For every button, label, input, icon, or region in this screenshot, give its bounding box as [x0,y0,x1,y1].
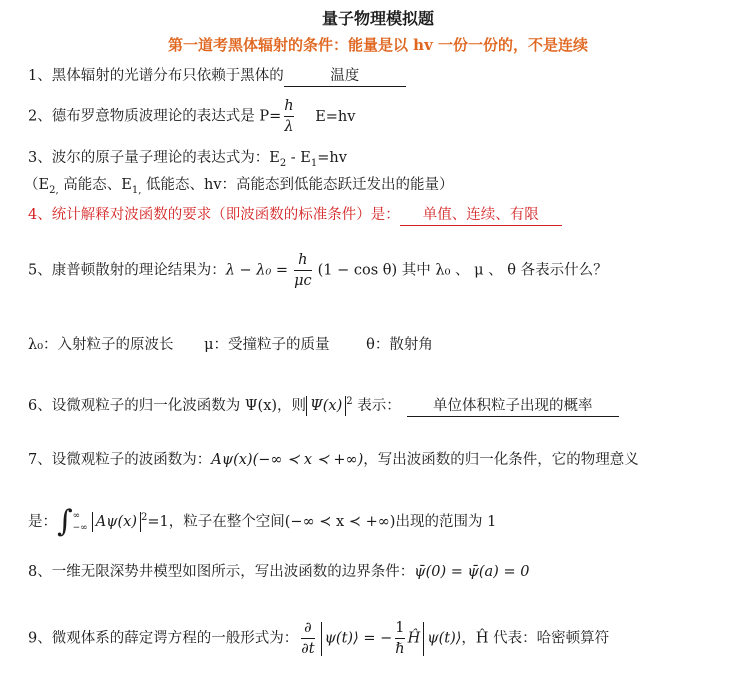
question-6 [28,392,748,417]
answer-lambda: λ₀：入射粒子的原波长 [28,337,174,353]
question-2-fraction [284,96,293,137]
question-2 [28,96,748,137]
note-sub-2: 2, [49,184,59,196]
answer-theta: θ：散射角 [366,337,433,353]
ket-2: ψ(t)⟩ [427,630,462,647]
sub-2: 2 [279,157,287,169]
question-6-answer: 单位体积粒子出现的概率 [407,396,619,417]
answer-mu: μ：受撞粒子的质量 [204,337,330,353]
question-9-tail: ，Ĥ 代表：哈密顿算符 [461,630,610,647]
fraction-denominator: ∂t [301,638,314,659]
lower-limit: −∞ [72,522,88,533]
question-6-mid: 表示： [352,397,401,414]
answer-prefix: 是： [28,513,57,530]
question-5 [28,250,748,291]
question-7-text: 7、设微观粒子的波函数为： [28,452,212,468]
question-4-answer: 单值、连续、有限 [400,205,562,226]
question-3-text: 3、波尔的原子量子理论的表达式为：E [28,150,280,166]
question-6-abs: Ψ(x) [306,396,346,416]
question-2-tail: E=hv [315,108,356,125]
hamiltonian: Ĥ [407,630,421,647]
question-9-text: 9、微观体系的薛定谔方程的一般形式为： [28,630,299,647]
fraction-denominator: λ [284,116,293,137]
ket-bar-icon [423,622,424,656]
sub-1: 1 [310,157,318,169]
question-5-tail: 其中 λ₀ 、 μ 、 θ 各表示什么？ [397,262,608,279]
question-8-text: 8、一维无限深势井模型如图所示，写出波函数的边界条件： [28,564,415,580]
question-7 [28,450,748,470]
note-sub-1: 1, [131,184,142,196]
upper-limit: ∞ [72,510,81,521]
question-8 [28,562,748,582]
page-title: 量子物理模拟题 [321,9,434,28]
question-8-expr: ψ̄(0) = ψ̄(a) = 0 [414,564,530,580]
question-2-text: 2、德布罗意物质波理论的表达式是 P= [28,108,282,125]
question-5-lhs: λ − λ₀ = [225,262,289,279]
fraction-denominator: ℏ [395,638,404,659]
ket-bar-icon [321,622,322,656]
note-text: （E [24,177,50,193]
question-5-answer [28,335,748,355]
partial-fraction [301,618,314,659]
note-a: 高能态、E [58,177,132,193]
answer-abs: Aψ(x) [92,512,141,532]
question-7-expr: Aψ(x)(−∞ ≺ x ≺ +∞) [211,452,364,468]
question-3-tail: =hv [317,150,347,166]
question-3-note [24,175,748,201]
question-1-text: 1、黑体辐射的光谱分布只依赖于黑体的 [28,68,284,84]
question-3-mid: - E [286,150,311,166]
question-9 [28,618,748,659]
question-1 [28,66,748,87]
fraction-numerator: 1 [395,620,405,636]
integral-icon: ∫ [57,503,73,539]
answer-tail: =1，粒子在整个空间(−∞ ≺ x ≺ +∞)出现的范围为 1 [147,513,497,530]
question-3 [28,148,748,174]
question-5-fraction [294,250,312,291]
fraction-numerator: h [298,252,308,268]
hbar-fraction [395,618,404,659]
question-7-tail: ，写出波函数的归一化条件，它的物理意义 [363,452,639,468]
question-4 [28,205,748,226]
question-5-rhs: (1 − cos θ) [317,262,398,279]
integral-limits [73,510,88,534]
question-1-answer: 温度 [284,66,406,87]
fraction-denominator: μc [294,270,312,291]
fraction-numerator: ∂ [304,620,312,636]
fraction-numerator: h [284,98,294,114]
question-6-text: 6、设微观粒子的归一化波函数为 Ψ(x)，则 [28,397,307,414]
ket-1: ψ(t)⟩ = − [324,630,393,647]
question-6-sup: 2 [346,396,353,407]
question-5-text: 5、康普顿散射的理论结果为： [28,262,226,279]
question-7-answer [28,498,748,542]
answer-sup: 2 [141,512,148,523]
page-subtitle: 第一道考黑体辐射的条件：能量是以 hv 一份一份的，不是连续 [167,36,589,54]
question-4-text: 4、统计解释对波函数的要求（即波函数的标准条件）是： [28,207,400,223]
note-b: 低能态、hv：高能态到低能态跃迁发出的能量） [141,177,454,193]
